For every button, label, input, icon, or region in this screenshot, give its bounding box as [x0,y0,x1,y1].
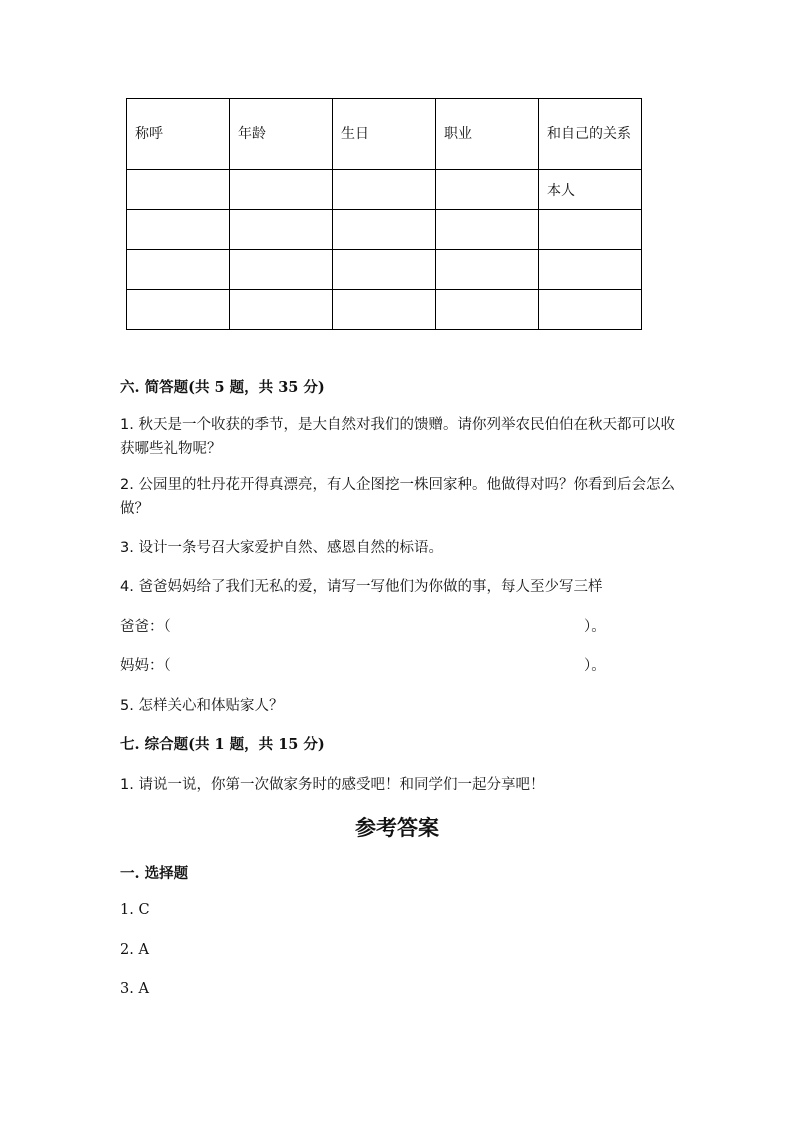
table-cell[interactable] [127,170,230,210]
question-7-1: 1. 请说一说，你第一次做家务时的感受吧！和同学们一起分享吧！ [120,777,545,793]
mom-answer-close: ）。 [584,658,606,674]
table-header-cell: 职业 [436,99,539,170]
table-cell[interactable] [230,250,333,290]
table-header-row [127,99,642,170]
table-cell[interactable] [436,210,539,250]
answer-item: 2. A [120,942,149,958]
section-7-heading: 七. 综合题(共 1 题，共 15 分) [120,736,325,753]
question-6-5: 5. 怎样关心和体贴家人？ [120,698,284,714]
table-cell[interactable] [333,290,436,330]
table-header-cell: 生日 [333,99,436,170]
mom-answer-label: 妈妈：（ [120,658,171,674]
answer-section-heading: 一. 选择题 [120,865,189,882]
table-header-cell: 年龄 [230,99,333,170]
table-cell[interactable] [333,250,436,290]
table-cell[interactable] [539,290,642,330]
table-header-cell: 称呼 [127,99,230,170]
table-cell[interactable] [127,210,230,250]
dad-answer-close: ）。 [584,619,606,635]
table-row [127,290,642,330]
table-cell[interactable] [539,210,642,250]
table-cell[interactable] [333,210,436,250]
table-row [127,250,642,290]
table-cell[interactable] [436,250,539,290]
answer-key-title: 参考答案 [355,815,439,840]
answer-item: 1. C [120,902,150,918]
table-cell[interactable] [436,290,539,330]
table-cell[interactable] [436,170,539,210]
table-cell[interactable] [230,210,333,250]
table-cell[interactable] [127,290,230,330]
question-6-1: 1. 秋天是一个收获的季节，是大自然对我们的馈赠。请你列举农民伯伯在秋天都可以收获哪些礼物呢？ [120,417,675,457]
table-cell[interactable] [333,170,436,210]
table-cell[interactable] [127,250,230,290]
table-cell[interactable] [230,170,333,210]
table-row [127,210,642,250]
family-info-table [126,98,642,330]
table-row [127,170,642,210]
table-cell[interactable] [539,250,642,290]
question-6-3: 3. 设计一条号召大家爱护自然、感恩自然的标语。 [120,540,443,556]
question-6-2: 2. 公园里的牡丹花开得真漂亮，有人企图挖一株回家种。他做得对吗？你看到后会怎么做？ [120,477,675,517]
section-6-heading: 六. 简答题(共 5 题，共 35 分) [120,379,325,396]
answer-item: 3. A [120,981,149,997]
table-cell[interactable] [230,290,333,330]
table-header-cell: 和自己的关系 [539,99,642,170]
dad-answer-label: 爸爸：（ [120,619,171,635]
question-6-4: 4. 爸爸妈妈给了我们无私的爱，请写一写他们为你做的事，每人至少写三样 [120,579,603,595]
table-cell: 本人 [539,170,642,210]
